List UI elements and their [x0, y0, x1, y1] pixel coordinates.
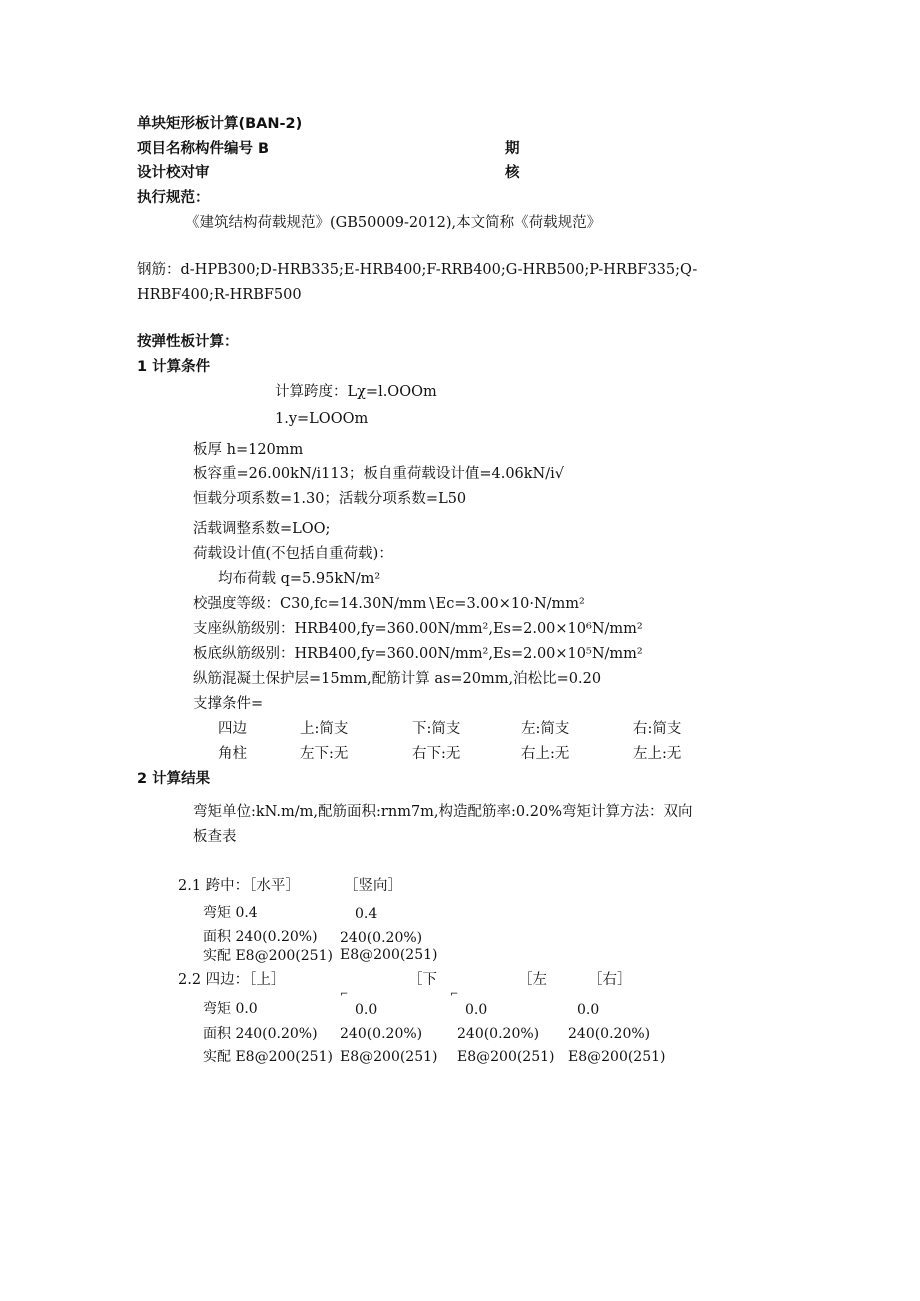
edge-rebar-right: E8@200(251)	[568, 1049, 666, 1065]
load-factors: 恒载分项系数=1.30；活载分项系数=L50	[193, 491, 467, 507]
uniform-load: 均布荷载 q=5.95kN∕m²	[218, 571, 381, 587]
midspan-area-vertical: 240(0.20%)	[340, 930, 423, 946]
edge-right-header: ［右］	[588, 972, 632, 988]
project-line-left: 项目名称构件编号 B	[137, 141, 270, 157]
units-line1: 弯矩单位:kN.m∕m,配筋面积:rnm7m,构造配筋率:0.20%弯矩计算方法：双向	[193, 804, 693, 820]
section2-heading: 2 计算结果	[137, 771, 211, 787]
design-load-title: 荷载设计值(不包括自重荷载)：	[193, 546, 393, 562]
edge-bottom-header: ［下	[408, 972, 437, 988]
slab-thickness: 板厚 h=120mm	[193, 442, 304, 458]
steel-list-line1: 钢筋：d-HPB300;D-HRB335;E-HRB400;F-RRB400;G-HRB500;P-HRBF335;Q-	[137, 262, 698, 278]
support-right: 右:简支	[633, 721, 682, 737]
edge-area-left: 240(0.20%)	[457, 1026, 540, 1042]
corner-top-right: 右上:无	[521, 746, 570, 762]
edge-area-top: 面积 240(0.20%)	[203, 1026, 318, 1042]
code-text: 《建筑结构荷载规范》(GB50009-2012),本文简称《荷载规范》	[185, 215, 602, 231]
corner-bottom-right: 右下:无	[412, 746, 461, 762]
midspan-title: 2.1 跨中：［水平］	[178, 878, 300, 894]
midspan-rebar: 实配 E8@200(251)	[203, 948, 333, 964]
design-line-right: 核	[505, 165, 520, 181]
document-title: 单块矩形板计算(BAN-2)	[137, 116, 303, 132]
edge-area-right: 240(0.20%)	[568, 1026, 651, 1042]
span-y: 1.y=LOOOm	[275, 411, 369, 427]
span-x: 计算跨度：Lχ=l.OOOm	[275, 384, 437, 400]
edge-title: 2.2 四边：［上］	[178, 972, 286, 988]
edge-tick-mark: ⌐	[340, 989, 349, 1000]
units-line2: 板查表	[193, 829, 237, 845]
edge-rebar-left: E8@200(251)	[457, 1049, 555, 1065]
slab-density: 板容重=26.00kN∕i113；板自重荷载设计值=4.06kN∕i√	[193, 466, 565, 482]
corner-top-left: 左上:无	[633, 746, 682, 762]
section1-heading: 按弹性板计算：	[137, 334, 239, 350]
edge-rebar-bottom: E8@200(251)	[340, 1049, 438, 1065]
bottom-steel: 板底纵筋级别：HRB400,fy=360.00N∕mm²,Es=2.00×10⁵N∕mm²	[193, 646, 643, 662]
design-line-left: 设计校对审	[137, 165, 210, 181]
edge-area-bottom: 240(0.20%)	[340, 1026, 423, 1042]
midspan-rebar-vertical: E8@200(251)	[340, 947, 438, 963]
corner-row-label: 角柱	[218, 746, 247, 762]
midspan-area: 面积 240(0.20%)	[203, 929, 318, 945]
midspan-vertical-header: ［竖向］	[344, 878, 402, 894]
code-heading: 执行规范：	[137, 190, 210, 206]
support-top: 上:简支	[300, 721, 349, 737]
midspan-moment-vertical: 0.4	[355, 906, 378, 922]
edge-moment-left: 0.0	[465, 1002, 488, 1018]
project-line-right: 期	[505, 141, 520, 157]
edge-tick-mark: ⌐	[450, 989, 459, 1000]
corner-bottom-left: 左下:无	[300, 746, 349, 762]
concrete-cover: 纵筋混凝土保护层=15mm,配筋计算 as=20mm,泊松比=0.20	[193, 671, 602, 687]
edge-moment-right: 0.0	[577, 1002, 600, 1018]
edge-moment-top: 弯矩 0.0	[203, 1001, 258, 1017]
midspan-moment: 弯矩 0.4	[203, 905, 258, 921]
section1-subheading: 1 计算条件	[137, 359, 211, 375]
support-title: 支撑条件=	[193, 696, 264, 712]
edge-moment-bottom: 0.0	[355, 1002, 378, 1018]
live-load-adjust: 活载调整系数=LOO;	[193, 521, 331, 537]
support-bottom: 下:简支	[412, 721, 461, 737]
support-row-label: 四边	[218, 721, 247, 737]
support-steel: 支座纵筋级别：HRB400,fy=360.00N∕mm²,Es=2.00×10⁶N∕mm²	[193, 621, 643, 637]
edge-rebar-top: 实配 E8@200(251)	[203, 1049, 333, 1065]
steel-list-line2: HRBF400;R-HRBF500	[137, 287, 302, 303]
concrete-grade: 校强度等级：C30,fc=14.30N∕mm∖Ec=3.00×10·N∕mm²	[193, 596, 585, 612]
edge-left-header: ［左	[518, 972, 547, 988]
support-left: 左:简支	[521, 721, 570, 737]
